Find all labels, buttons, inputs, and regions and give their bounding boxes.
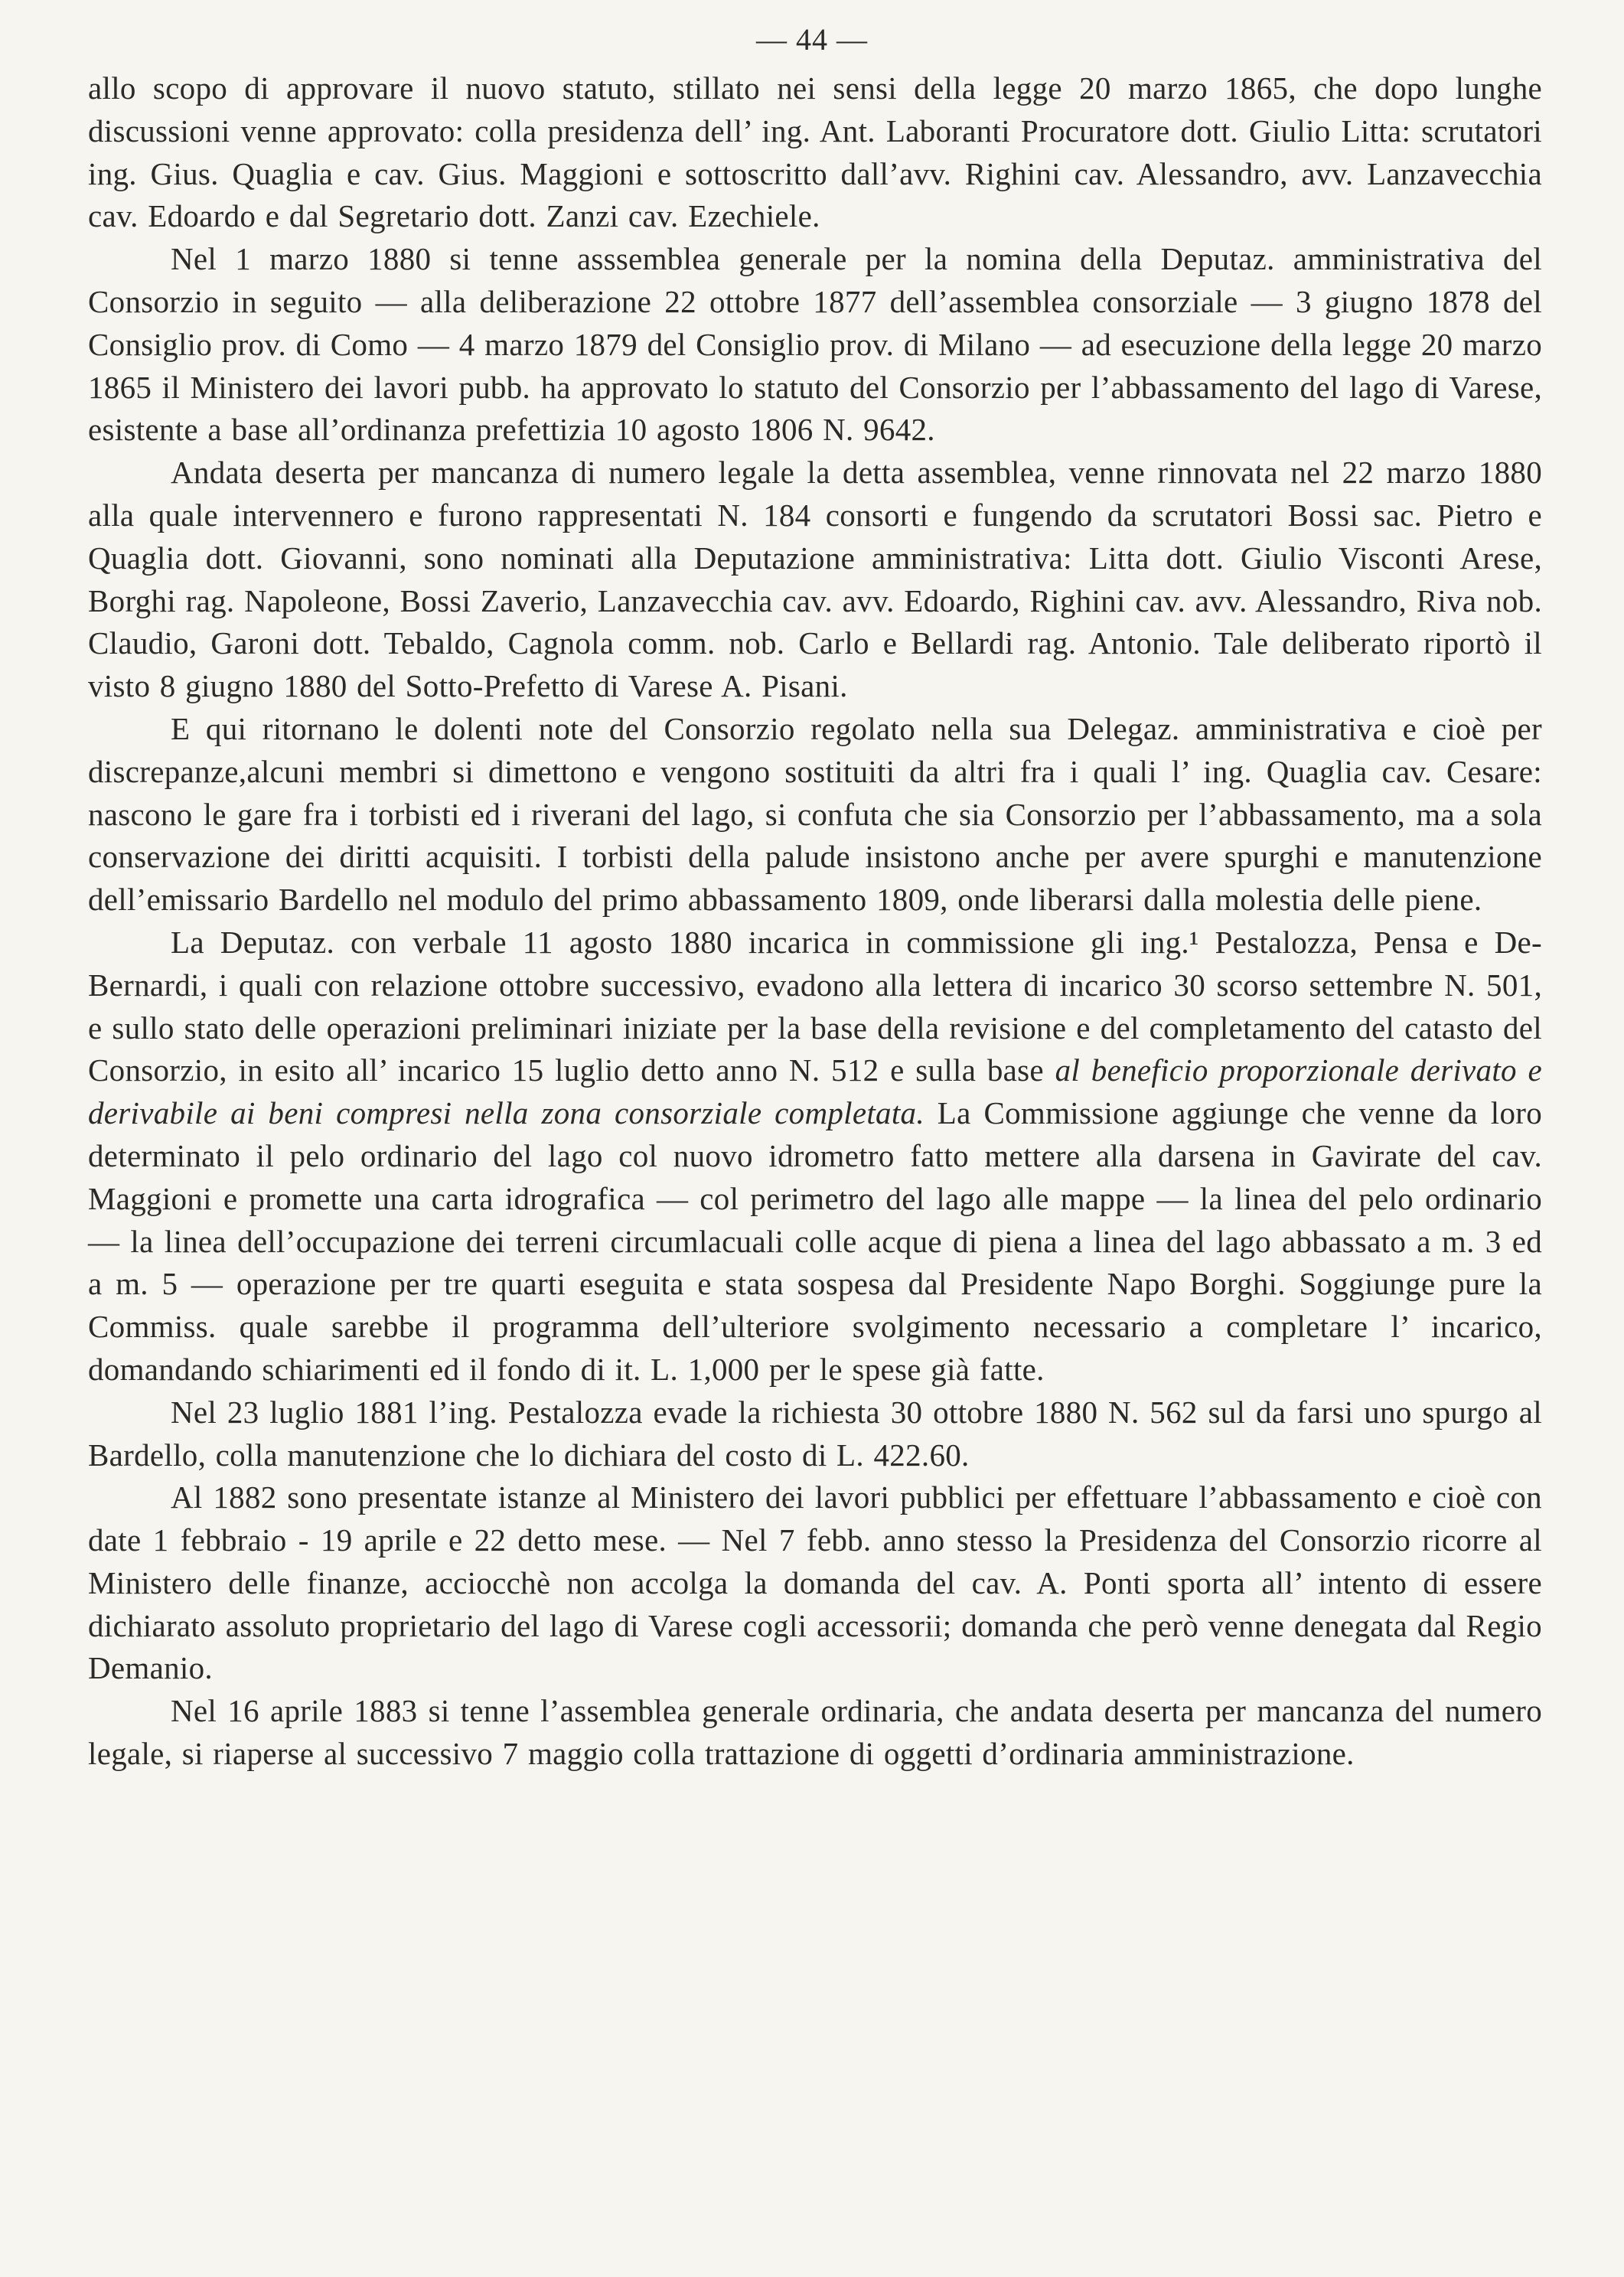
text-run: Nel 1 marzo 1880 si tenne asssemblea generale per la nomina della Deputaz. amministrativa del Consorzio in seguito — alla deliberazione 22 ottobre 1877 dell’assemblea consorziale — 3 giugno 1878 del Consiglio prov. di Como — 4 marzo 1879 del Consiglio prov. di Milano — ad esecuzione della legge 20 marzo 1865 il Ministero dei lavori pubb. ha approvato lo statuto del Consorzio per l’abbassamento del lago di Varese, esistente a base all’ordinanza prefettizia 10 agosto 1806 N. 9642. bbox=[88, 241, 1542, 448]
paragraph bbox=[88, 67, 1542, 238]
paragraph bbox=[88, 238, 1542, 452]
paragraph bbox=[88, 1690, 1542, 1776]
text-run: allo scopo di approvare il nuovo statuto, stillato nei sensi della legge 20 marzo 1865, che dopo lunghe discussioni venne approvato: colla presidenza dell’ ing. Ant. Laboranti Procuratore dott. Giulio Litta: scrutatori ing. Gius. Quaglia e cav. Gius. Maggioni e sottoscritto dall’avv. Righini cav. Alessandro, avv. Lanzavecchia cav. Edoardo e dal Segretario dott. Zanzi cav. Ezechiele. bbox=[88, 70, 1542, 234]
text-run: La Deputaz. con verbale 11 agosto 1880 incarica in commissione gli ing.¹ Pestalozza, Pensa e De-Bernardi, i quali con relazione ottobre successivo, evadono alla lettera di incarico 30 scorso settembre N. 501, e sullo stato delle operazioni preliminari iniziate per la base della revisione e del completamento del catasto del Consorzio, in esito all’ incarico 15 luglio detto anno N. 512 e sulla base bbox=[88, 924, 1542, 1088]
text-run: La Commissione aggiunge che venne da loro determinato il pelo ordinario del lago col nuovo idrometro fatto mettere alla darsena in Gavirate del cav. Maggioni e promette una carta idrografica — col perimetro del lago alle mappe — la linea del pelo ordinario — la linea dell’occupazione dei terreni circumlacuali colle acque di piena a linea del lago abbassato a m. 3 ed a m. 5 — operazione per tre quarti eseguita e stata sospesa dal Presidente Napo Borghi. Soggiunge pure la Commiss. quale sarebbe il programma dell’ulteriore svolgimento necessario a completare l’ incarico, domandando schiarimenti ed il fondo di it. L. 1,000 per le spese già fatte. bbox=[88, 1095, 1542, 1387]
paragraph bbox=[88, 1391, 1542, 1477]
paragraph bbox=[88, 708, 1542, 922]
text-run: Nel 23 luglio 1881 l’ing. Pestalozza evade la richiesta 30 ottobre 1880 N. 562 sul da farsi uno spurgo al Bardello, colla manutenzione che lo dichiara del costo di L. 422.60. bbox=[88, 1394, 1542, 1473]
paragraph bbox=[88, 922, 1542, 1391]
paragraph bbox=[88, 452, 1542, 708]
italic-text-run: al beneficio proporzionale derivato e derivabile ai beni compresi nella zona consorziale completata. bbox=[88, 1052, 1542, 1131]
text-run: Al 1882 sono presentate istanze al Ministero dei lavori pubblici per effettuare l’abbassamento e cioè con date 1 febbraio - 19 aprile e 22 detto mese. — Nel 7 febb. anno stesso la Presidenza del Consorzio ricorre al Ministero delle finanze, acciocchè non accolga la domanda del cav. A. Ponti sporta all’ intento di essere dichiarato assoluto proprietario del lago di Varese cogli accessorii; domanda che però venne denegata dal Regio Demanio. bbox=[88, 1479, 1542, 1686]
text-run: Nel 16 aprile 1883 si tenne l’assemblea generale ordinaria, che andata deserta per mancanza del numero legale, si riaperse al successivo 7 maggio colla trattazione di oggetti d’ordinaria amministrazione. bbox=[88, 1693, 1542, 1772]
paragraph bbox=[88, 1476, 1542, 1690]
text-run: Andata deserta per mancanza di numero legale la detta assemblea, venne rinnovata nel 22 marzo 1880 alla quale intervennero e furono rappresentati N. 184 consorti e fungendo da scrutatori Bossi sac. Pietro e Quaglia dott. Giovanni, sono nominati alla Deputazione amministrativa: Litta dott. Giulio Visconti Arese, Borghi rag. Napoleone, Bossi Zaverio, Lanzavecchia cav. avv. Edoardo, Righini cav. avv. Alessandro, Riva nob. Claudio, Garoni dott. Tebaldo, Cagnola comm. nob. Carlo e Bellardi rag. Antonio. Tale deliberato riportò il visto 8 giugno 1880 del Sotto-Prefetto di Varese A. Pisani. bbox=[88, 455, 1542, 704]
page-number: — 44 — bbox=[756, 22, 868, 57]
body-text bbox=[88, 67, 1542, 1776]
text-run: E qui ritornano le dolenti note del Consorzio regolato nella sua Delegaz. amministrativa e cioè per discrepanze,alcuni membri si dimettono e vengono sostituiti da altri fra i quali l’ ing. Quaglia cav. Cesare: nascono le gare fra i torbisti ed i riverani del lago, si confuta che sia Consorzio per l’abbassamento, ma a sola conservazione dei diritti acquisiti. I torbisti della palude insistono anche per avere spurghi e manutenzione dell’emissario Bardello nel modulo del primo abbassamento 1809, onde liberarsi dalla molestia delle piene. bbox=[88, 710, 1542, 918]
